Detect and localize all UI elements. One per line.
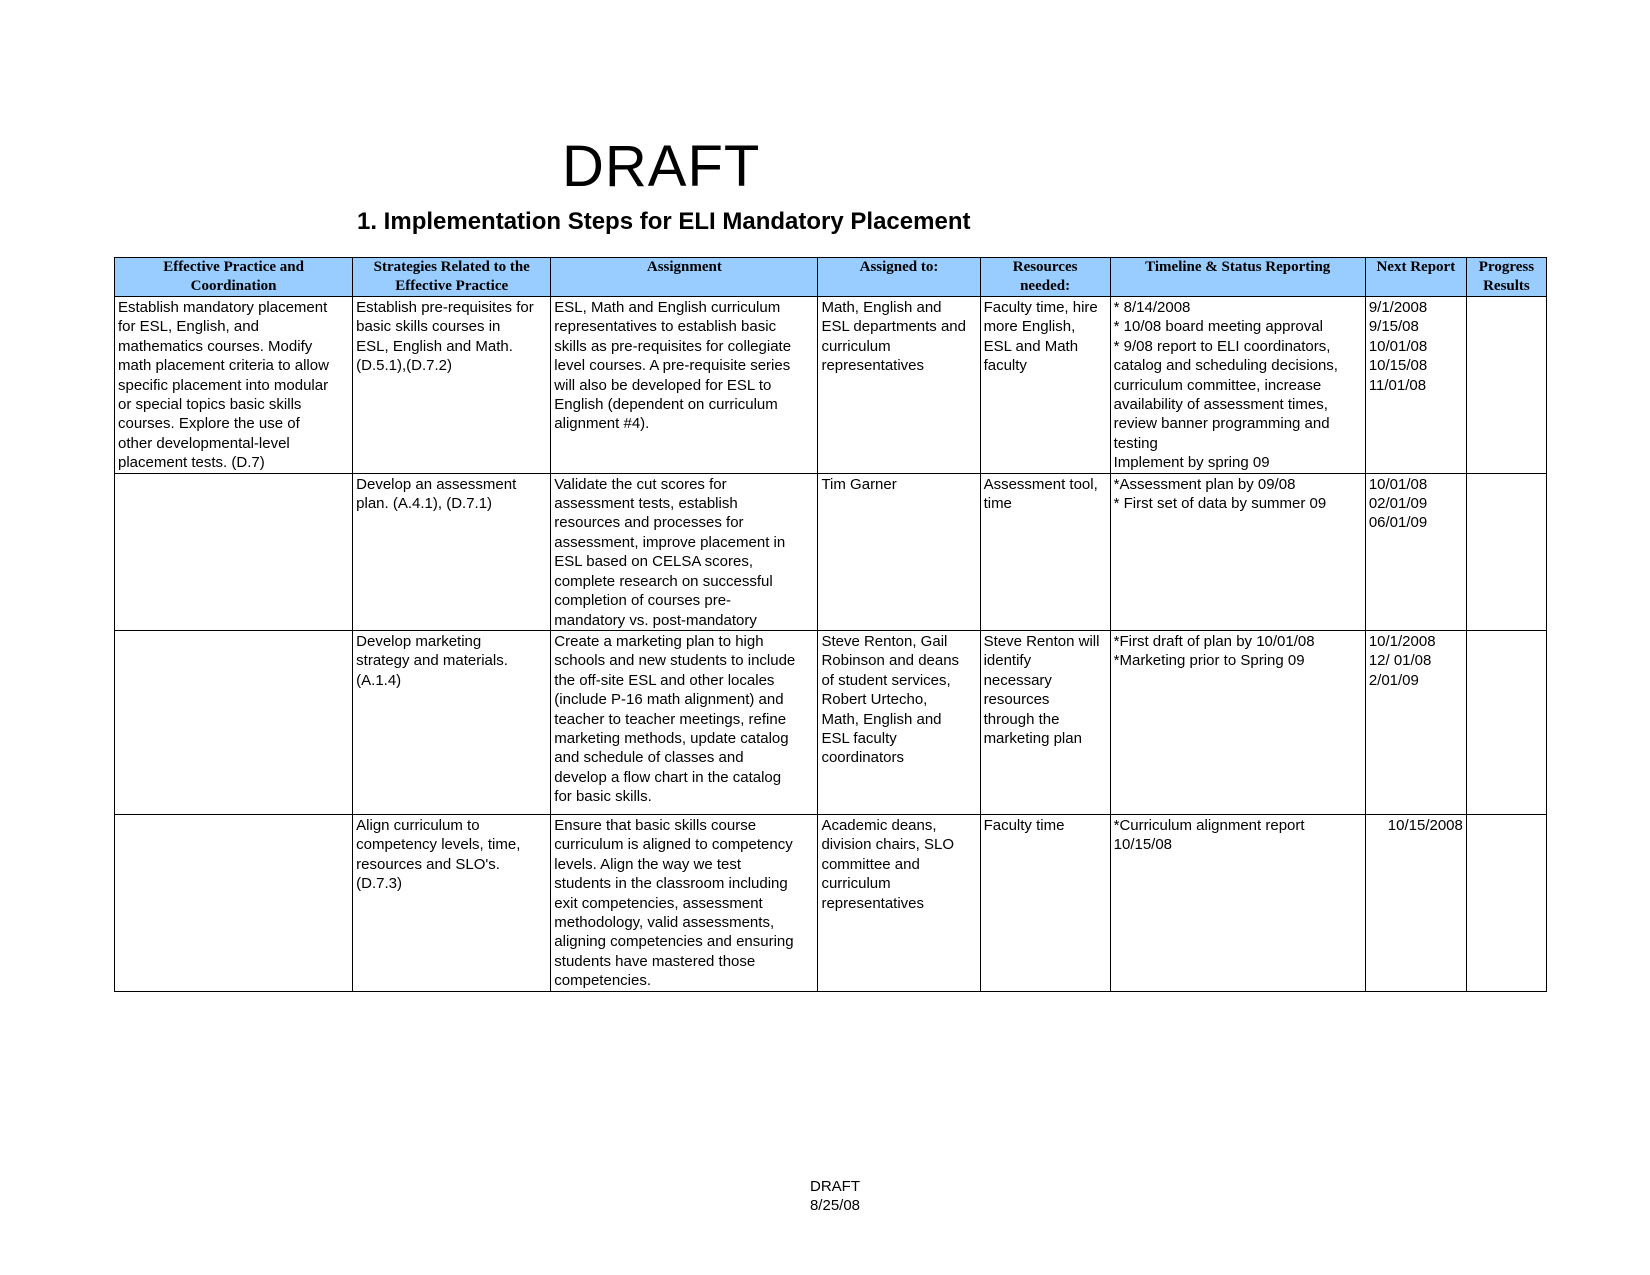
cell-line: 9/15/08 [1368,318,1419,336]
cell-line: Align curriculum to [356,816,480,834]
cell-line: Robert Urtecho, [821,691,928,709]
cell-assignment [551,630,818,814]
cell-strategy [353,630,551,814]
cell-line: 06/01/09 [1368,514,1428,532]
cell-progress [1466,473,1546,630]
cell-line: curriculum committee, increase [1113,376,1322,394]
cell-line: 10/15/08 [1368,357,1428,375]
cell-line: resources and processes for [554,514,744,532]
cell-line: English (dependent on curriculum [554,396,778,414]
cell-assigned-to [818,473,980,630]
cell-line: levels. Align the way we test [554,855,742,873]
cell-line: exit competencies, assessment [554,894,763,912]
cell-strategy [353,297,551,474]
draft-title: DRAFT [562,134,761,199]
cell-practice [115,297,353,474]
cell-line: Steve Renton, Gail [821,632,948,650]
cell-line: * 9/08 report to ELI coordinators, [1113,337,1331,355]
cell-resources [980,630,1110,814]
cell-line: ESL, English and Math. [356,337,513,355]
footer-date: 8/25/08 [809,1197,861,1214]
cell-line: students have mastered those [554,952,756,970]
cell-assigned-to [818,814,980,991]
cell-line: 10/15/08 [1113,836,1173,854]
cell-line: curriculum is aligned to competency [554,836,793,854]
cell-line: ESL departments and [821,318,966,336]
cell-line: level courses. A pre-requisite series [554,357,791,375]
cell-line: Math, English and [821,299,942,316]
cell-line: *First draft of plan by 10/01/08 [1113,632,1315,650]
cell-line: curriculum [821,337,891,355]
cell-line: competencies. [554,972,651,990]
cell-practice [115,814,353,991]
cell-line: of student services, [821,671,951,689]
cell-line: identify [983,652,1032,670]
cell-progress [1466,630,1546,814]
cell-resources [980,473,1110,630]
cell-line: necessary [983,671,1052,689]
cell-line: Create a marketing plan to high [554,632,764,650]
cell-line: (A.1.4) [356,671,402,689]
page-footer [0,1177,1650,1215]
cell-line: representatives to establish basic [554,318,777,336]
implementation-table [114,257,1547,992]
cell-practice [115,473,353,630]
cell-line: or special topics basic skills [118,396,302,414]
header-row [115,258,1547,297]
cell-resources [980,297,1110,474]
cell-line: * 8/14/2008 [1113,299,1191,316]
cell-line: 02/01/09 [1368,495,1428,513]
col-header-assigned-to: Assigned to: [818,258,980,297]
cell-line: skills as pre-requisites for collegiate [554,337,792,355]
cell-line: 10/01/08 [1368,337,1428,355]
cell-strategy [353,814,551,991]
cell-line: marketing methods, update catalog [554,729,789,747]
col-header-assignment: Assignment [551,258,818,297]
cell-line: completion of courses pre- [554,592,732,610]
cell-line: specific placement into modular [118,376,329,394]
cell-timeline [1110,473,1365,630]
cell-line: time [983,495,1012,513]
cell-line: develop a flow chart in the catalog [554,768,782,786]
cell-line: the off-site ESL and other locales [554,671,775,689]
cell-line: plan. (A.4.1), (D.7.1) [356,495,493,513]
cell-line: placement tests. (D.7) [118,454,265,472]
cell-assigned-to [818,630,980,814]
cell-line: Develop marketing [356,632,482,650]
cell-line: curriculum [821,875,891,893]
cell-line: * First set of data by summer 09 [1113,495,1327,513]
cell-line: coordinators [821,749,904,767]
cell-line: competency levels, time, [356,836,521,854]
col-header-practice: Effective Practice and Coordination [115,258,353,297]
cell-line: catalog and scheduling decisions, [1113,357,1338,375]
cell-line: Steve Renton will [983,632,1100,650]
cell-next-report [1365,814,1466,991]
cell-next-report [1365,297,1466,474]
cell-strategy [353,473,551,630]
cell-line: ESL faculty [821,729,897,747]
cell-line: ESL based on CELSA scores, [554,553,754,571]
table-row [115,630,1547,814]
footer-draft: DRAFT [810,1178,860,1195]
cell-line: ESL and Math [983,337,1079,355]
table-row [115,473,1547,630]
cell-line: review banner programming and [1113,415,1330,433]
cell-line: complete research on successful [554,572,773,590]
col-header-strategy: Strategies Related to the Effective Practice [353,258,551,297]
cell-line: representatives [821,894,925,912]
cell-line: Establish mandatory placement [118,299,328,316]
page-title: 1. Implementation Steps for ELI Mandatory Placement [357,208,971,235]
cell-line: more English, [983,318,1076,336]
cell-line: Validate the cut scores for [554,475,727,493]
cell-timeline [1110,814,1365,991]
col-header-resources: Resources needed: [980,258,1110,297]
col-header-timeline: Timeline & Status Reporting [1110,258,1365,297]
cell-line: faculty [983,357,1027,375]
cell-assignment [551,473,818,630]
cell-line: resources and SLO's. [356,855,500,873]
table-row [115,297,1547,474]
cell-line: for basic skills. [554,788,652,806]
cell-assignment [551,814,818,991]
cell-line: through the [983,710,1060,728]
cell-line: assessment tests, establish [554,495,738,513]
cell-line: ESL, Math and English curriculum [554,299,781,316]
cell-line: committee and [821,855,920,873]
cell-line: basic skills courses in [356,318,501,336]
cell-line: * 10/08 board meeting approval [1113,318,1323,336]
cell-practice [115,630,353,814]
cell-line: Faculty time [983,816,1065,834]
cell-line: Faculty time, hire [983,299,1098,316]
cell-line: Tim Garner [821,475,897,493]
cell-line: schools and new students to include [554,652,796,670]
cell-line: teacher to teacher meetings, refine [554,710,787,728]
cell-line: Establish pre-requisites for [356,299,534,316]
cell-line: division chairs, SLO [821,836,955,854]
cell-resources [980,814,1110,991]
cell-line: 12/ 01/08 [1368,652,1432,670]
cell-line: availability of assessment times, [1113,396,1328,414]
cell-line: 11/01/08 [1368,376,1427,394]
cell-line: Robinson and deans [821,652,960,670]
cell-line: Develop an assessment [356,475,517,493]
cell-line: mathematics courses. Modify [118,337,313,355]
cell-line: Academic deans, [821,816,937,834]
cell-line: 2/01/09 [1368,671,1419,689]
cell-line: students in the classroom including [554,875,788,893]
table-body [115,297,1547,992]
cell-line: *Assessment plan by 09/08 [1113,475,1296,493]
cell-line: alignment #4). [554,415,650,433]
table-row [115,814,1547,991]
col-header-next-report: Next Report [1365,258,1466,297]
cell-line: (D.5.1),(D.7.2) [356,357,453,375]
cell-line: *Curriculum alignment report [1113,816,1305,834]
cell-next-report [1365,473,1466,630]
cell-line: Implement by spring 09 [1113,454,1270,472]
cell-line: (D.7.3) [356,875,402,893]
cell-line: math placement criteria to allow [118,357,329,375]
cell-timeline [1110,630,1365,814]
cell-line: 10/01/08 [1368,475,1428,493]
cell-timeline [1110,297,1365,474]
cell-line: representatives [821,357,925,375]
cell-line: marketing plan [983,729,1082,747]
cell-line: mandatory vs. post-mandatory [554,611,757,629]
cell-line: 9/1/2008 [1368,299,1428,316]
cell-line: testing [1113,434,1158,452]
cell-line: assessment, improve placement in [554,533,786,551]
cell-line: courses. Explore the use of [118,415,300,433]
cell-line: Math, English and [821,710,942,728]
cell-line: 10/1/2008 [1368,632,1436,650]
cell-progress [1466,814,1546,991]
cell-assigned-to [818,297,980,474]
cell-line: *Marketing prior to Spring 09 [1113,652,1305,670]
cell-assignment [551,297,818,474]
cell-line: other developmental-level [118,434,290,452]
cell-line: (include P-16 math alignment) and [554,691,784,709]
col-header-progress: Progress Results [1466,258,1546,297]
cell-progress [1466,297,1546,474]
cell-line: 10/15/2008 [1387,816,1463,834]
cell-line: strategy and materials. [356,652,508,670]
cell-line: aligning competencies and ensuring [554,933,794,951]
cell-line: will also be developed for ESL to [554,376,772,394]
cell-line: and schedule of classes and [554,749,744,767]
cell-line: methodology, valid assessments, [554,913,775,931]
cell-line: resources [983,691,1050,709]
cell-line: Assessment tool, [983,475,1098,493]
cell-line: Ensure that basic skills course [554,816,757,834]
cell-line: for ESL, English, and [118,318,259,336]
cell-next-report [1365,630,1466,814]
